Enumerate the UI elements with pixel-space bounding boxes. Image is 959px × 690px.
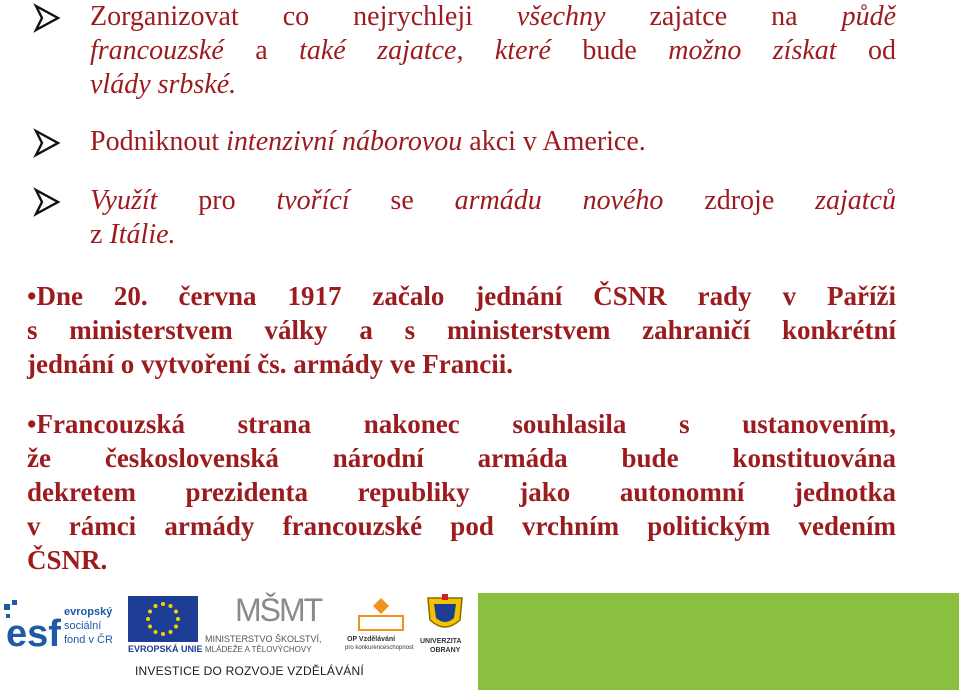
- text-run: Zorganizovat co nejrychleji: [90, 1, 517, 32]
- italic-run: všechny: [516, 1, 606, 32]
- esf-mark-icon: [2, 598, 64, 652]
- text-run: akci v Americe.: [462, 126, 646, 157]
- paragraph-line-text: dekretem prezidenta republiky jako autonomní jednotka: [27, 477, 896, 507]
- paragraph-line-text: Francouzská strana nakonec souhlasila s ustanovením,: [36, 409, 896, 439]
- text-line: [90, 34, 896, 68]
- esf-logo: [2, 596, 122, 656]
- arrow-item-text: [90, 0, 896, 102]
- italic-run: Itálie.: [109, 219, 176, 250]
- text-run: zdroje: [663, 185, 816, 216]
- arrow-item-text: [90, 184, 896, 252]
- paragraph-line-text: v rámci armády francouzské pod vrchním politickým vedením: [27, 511, 896, 541]
- msmt-mark: MŠMT: [235, 592, 322, 628]
- eu-star-icon: [146, 617, 150, 621]
- paragraph-line: [27, 279, 896, 313]
- eu-star-icon: [169, 604, 173, 608]
- eu-star-icon: [154, 630, 158, 634]
- arrow-item-2: [30, 125, 896, 159]
- esf-label-1: evropský: [64, 606, 113, 618]
- paragraph-line-text: Dne 20. června 1917 začalo jednání ČSNR rady v Paříži: [36, 281, 896, 311]
- paragraph-csnr-negotiation: [27, 279, 896, 381]
- paragraph-line-text: s ministerstvem války a s ministerstvem zahraničí konkrétní: [27, 315, 896, 345]
- italic-run: zajatců: [815, 185, 896, 216]
- text-line: [90, 184, 896, 218]
- arrow-item-3: [30, 184, 896, 252]
- paragraph-line: [27, 407, 896, 441]
- eu-star-icon: [154, 604, 158, 608]
- msmt-label-2: MLÁDEŽE A TĚLOVÝCHOVY: [205, 645, 312, 654]
- eu-star-icon: [161, 632, 165, 636]
- text-run: pro: [157, 185, 277, 216]
- op-label-2: pro konkurenceschopnost: [345, 645, 414, 651]
- paragraph-line: [27, 475, 896, 509]
- italic-run: také zajatce, které: [299, 35, 551, 66]
- eu-flag-icon: [128, 596, 198, 642]
- arrow-item-text: [90, 125, 896, 159]
- arrow-item-1: [30, 0, 896, 102]
- text-run: bude: [550, 35, 669, 66]
- eu-star-icon: [169, 630, 173, 634]
- italic-run: možno získat: [668, 35, 837, 66]
- italic-run: půdě: [841, 1, 896, 32]
- bullet-dot-icon: •: [27, 409, 37, 439]
- paragraph-line: [27, 543, 896, 577]
- arrow-bullet-icon: [30, 184, 64, 218]
- uo-label-1: UNIVERZITA: [420, 638, 462, 645]
- esf-label-3: fond v ČR: [64, 634, 113, 646]
- eu-star-icon: [148, 610, 152, 614]
- op-label-1: OP Vzdělávání: [347, 636, 396, 643]
- uo-label-2: OBRANY: [430, 647, 461, 654]
- text-run: a: [223, 35, 300, 66]
- italic-run: francouzské: [90, 35, 224, 66]
- msmt-logo: [205, 592, 335, 658]
- text-line: [90, 0, 896, 34]
- paragraph-line: [27, 313, 896, 347]
- italic-run: armádu nového: [454, 185, 664, 216]
- paragraph-line: [27, 347, 896, 381]
- msmt-label-1: MINISTERSTVO ŠKOLSTVÍ,: [205, 634, 322, 644]
- svg-text:esf: esf: [6, 613, 61, 652]
- paragraph-line-text: jednání o vytvoření čs. armády ve Francii.: [27, 349, 513, 379]
- italic-run: tvořící: [276, 185, 350, 216]
- paragraph-line: [27, 441, 896, 475]
- text-run: zajatce na: [605, 1, 842, 32]
- eu-star-icon: [174, 625, 178, 629]
- eu-logo: [128, 596, 208, 658]
- text-run: Podniknout: [90, 126, 227, 157]
- arrow-bullet-icon: [30, 0, 64, 34]
- green-panel: [478, 593, 959, 690]
- italic-run: vlády srbské.: [90, 69, 237, 100]
- uo-logo: [420, 592, 472, 658]
- eu-label: EVROPSKÁ UNIE: [128, 644, 203, 654]
- footer-caption: INVESTICE DO ROZVOJE VZDĚLÁVÁNÍ: [135, 664, 364, 678]
- italic-run: Využít: [90, 185, 158, 216]
- text-run: se: [349, 185, 455, 216]
- paragraph-french-agreement: [27, 407, 896, 577]
- text-line: [90, 68, 896, 102]
- paragraph-line-text: ČSNR.: [27, 545, 108, 575]
- op-logo: [345, 594, 415, 658]
- esf-label-2: sociální: [64, 620, 102, 632]
- eu-star-icon: [148, 625, 152, 629]
- text-line: [90, 125, 896, 159]
- paragraph-line: [27, 509, 896, 543]
- text-line: [90, 218, 896, 252]
- arrow-bullet-icon: [30, 125, 64, 159]
- eu-star-icon: [174, 610, 178, 614]
- uo-crest-icon: [424, 592, 466, 636]
- eu-star-icon: [161, 602, 165, 606]
- op-emblem-icon: [351, 594, 411, 634]
- text-run: od: [836, 35, 897, 66]
- paragraph-line-text: že československá národní armáda bude konstituována: [27, 443, 896, 473]
- bullet-dot-icon: •: [27, 281, 37, 311]
- text-run: z: [90, 219, 110, 250]
- italic-run: intenzivní náborovou: [226, 126, 463, 157]
- eu-star-icon: [176, 617, 180, 621]
